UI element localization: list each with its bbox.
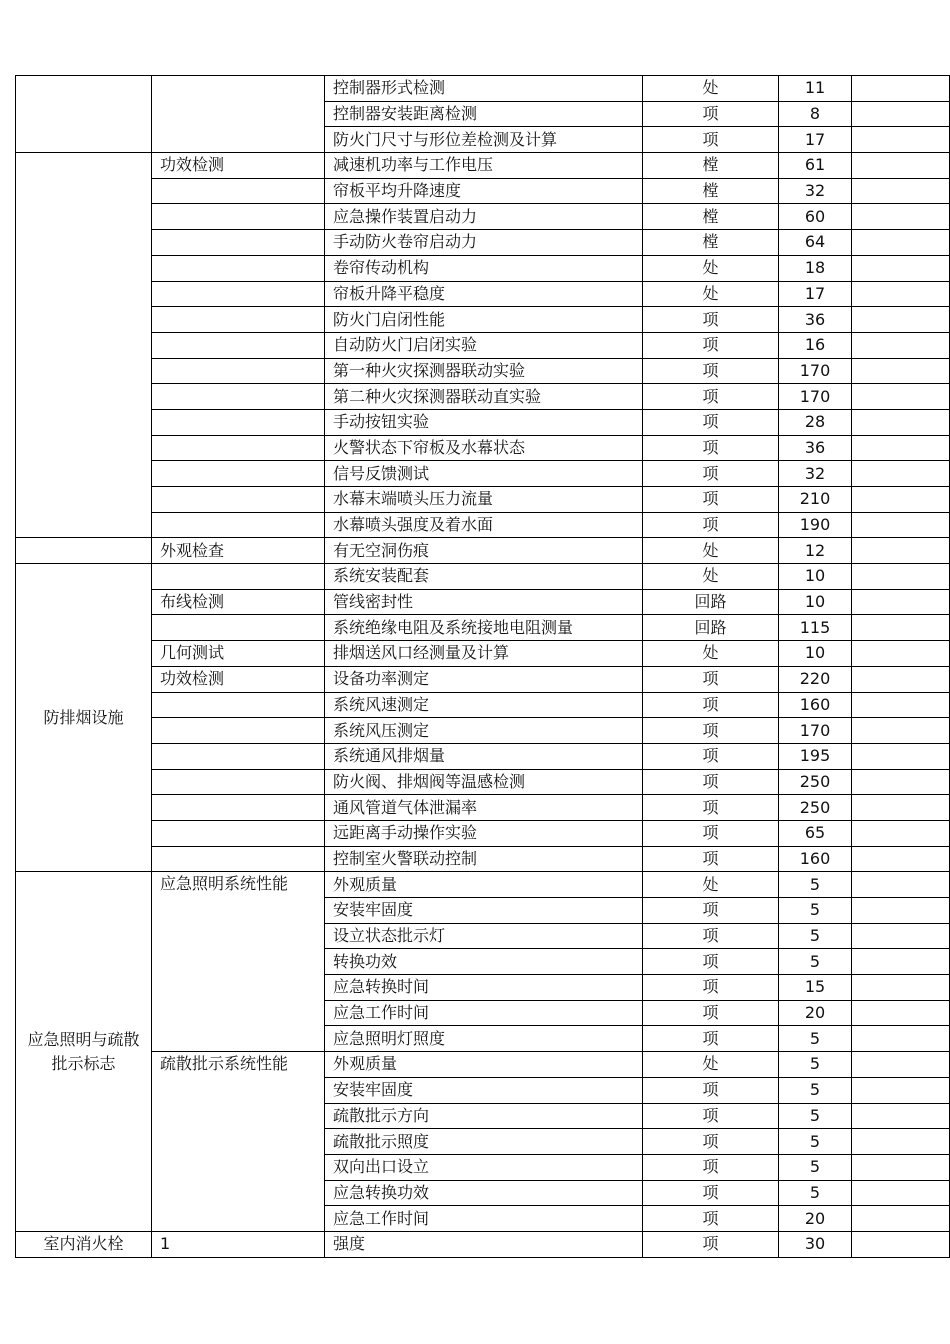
note-cell bbox=[852, 743, 950, 769]
quantity-cell: 190 bbox=[779, 512, 852, 538]
item-cell: 水幕末端喷头压力流量 bbox=[325, 487, 643, 513]
item-cell: 排烟送风口经测量及计算 bbox=[325, 641, 643, 667]
item-cell: 系统风速测定 bbox=[325, 692, 643, 718]
note-cell bbox=[852, 76, 950, 102]
subcategory-cell: 外观检查 bbox=[152, 538, 325, 564]
quantity-cell: 210 bbox=[779, 487, 852, 513]
subcategory-cell bbox=[152, 255, 325, 281]
note-cell bbox=[852, 307, 950, 333]
note-cell bbox=[852, 923, 950, 949]
unit-cell: 项 bbox=[643, 898, 779, 924]
category-cell: 室内消火栓 bbox=[16, 1231, 152, 1257]
table-row bbox=[16, 1052, 950, 1078]
unit-cell: 项 bbox=[643, 1206, 779, 1232]
unit-cell: 项 bbox=[643, 1129, 779, 1155]
unit-cell: 项 bbox=[643, 1077, 779, 1103]
unit-cell: 项 bbox=[643, 820, 779, 846]
subcategory-cell bbox=[152, 743, 325, 769]
quantity-cell: 36 bbox=[779, 435, 852, 461]
note-cell bbox=[852, 178, 950, 204]
note-cell bbox=[852, 1129, 950, 1155]
subcategory-cell bbox=[152, 615, 325, 641]
table-row bbox=[16, 666, 950, 692]
unit-cell: 项 bbox=[643, 1103, 779, 1129]
subcategory-cell bbox=[152, 358, 325, 384]
unit-cell: 项 bbox=[643, 384, 779, 410]
table-row bbox=[16, 76, 950, 102]
subcategory-cell bbox=[152, 384, 325, 410]
subcategory-cell bbox=[152, 487, 325, 513]
quantity-cell: 20 bbox=[779, 1206, 852, 1232]
unit-cell: 项 bbox=[643, 743, 779, 769]
table-row bbox=[16, 307, 950, 333]
inspection-table bbox=[15, 75, 950, 1258]
table-row bbox=[16, 230, 950, 256]
quantity-cell: 5 bbox=[779, 898, 852, 924]
unit-cell: 回路 bbox=[643, 589, 779, 615]
note-cell bbox=[852, 975, 950, 1001]
item-cell: 控制器安装距离检测 bbox=[325, 101, 643, 127]
table-row bbox=[16, 435, 950, 461]
subcategory-cell bbox=[152, 230, 325, 256]
unit-cell: 处 bbox=[643, 255, 779, 281]
subcategory-cell bbox=[152, 820, 325, 846]
category-cell bbox=[16, 76, 152, 153]
unit-cell: 处 bbox=[643, 641, 779, 667]
note-cell bbox=[852, 127, 950, 153]
quantity-cell: 11 bbox=[779, 76, 852, 102]
item-cell: 疏散批示方向 bbox=[325, 1103, 643, 1129]
subcategory-cell: 疏散批示系统性能 bbox=[152, 1052, 325, 1232]
table-row bbox=[16, 204, 950, 230]
subcategory-cell bbox=[152, 846, 325, 872]
unit-cell: 项 bbox=[643, 512, 779, 538]
subcategory-cell bbox=[152, 769, 325, 795]
unit-cell: 处 bbox=[643, 281, 779, 307]
quantity-cell: 170 bbox=[779, 718, 852, 744]
note-cell bbox=[852, 153, 950, 179]
note-cell bbox=[852, 718, 950, 744]
subcategory-cell bbox=[152, 178, 325, 204]
unit-cell: 项 bbox=[643, 692, 779, 718]
note-cell bbox=[852, 538, 950, 564]
quantity-cell: 16 bbox=[779, 332, 852, 358]
quantity-cell: 12 bbox=[779, 538, 852, 564]
item-cell: 管线密封性 bbox=[325, 589, 643, 615]
quantity-cell: 61 bbox=[779, 153, 852, 179]
unit-cell: 项 bbox=[643, 1180, 779, 1206]
note-cell bbox=[852, 487, 950, 513]
category-cell bbox=[16, 153, 152, 538]
item-cell: 外观质量 bbox=[325, 1052, 643, 1078]
item-cell: 应急工作时间 bbox=[325, 1206, 643, 1232]
unit-cell: 项 bbox=[643, 975, 779, 1001]
item-cell: 转换功效 bbox=[325, 949, 643, 975]
item-cell: 第一种火灾探测器联动实验 bbox=[325, 358, 643, 384]
note-cell bbox=[852, 512, 950, 538]
quantity-cell: 17 bbox=[779, 281, 852, 307]
unit-cell: 樘 bbox=[643, 204, 779, 230]
unit-cell: 项 bbox=[643, 949, 779, 975]
note-cell bbox=[852, 898, 950, 924]
table-row bbox=[16, 512, 950, 538]
quantity-cell: 5 bbox=[779, 1077, 852, 1103]
table-row bbox=[16, 589, 950, 615]
item-cell: 通风管道气体泄漏率 bbox=[325, 795, 643, 821]
item-cell: 减速机功率与工作电压 bbox=[325, 153, 643, 179]
table-row bbox=[16, 641, 950, 667]
quantity-cell: 64 bbox=[779, 230, 852, 256]
unit-cell: 处 bbox=[643, 564, 779, 590]
subcategory-cell bbox=[152, 281, 325, 307]
table-row bbox=[16, 255, 950, 281]
unit-cell: 处 bbox=[643, 1052, 779, 1078]
table-row bbox=[16, 1231, 950, 1257]
table-row bbox=[16, 769, 950, 795]
table-row bbox=[16, 461, 950, 487]
unit-cell: 项 bbox=[643, 718, 779, 744]
note-cell bbox=[852, 1077, 950, 1103]
item-cell: 系统安装配套 bbox=[325, 564, 643, 590]
note-cell bbox=[852, 1180, 950, 1206]
quantity-cell: 36 bbox=[779, 307, 852, 333]
quantity-cell: 5 bbox=[779, 949, 852, 975]
item-cell: 信号反馈测试 bbox=[325, 461, 643, 487]
quantity-cell: 18 bbox=[779, 255, 852, 281]
note-cell bbox=[852, 872, 950, 898]
subcategory-cell bbox=[152, 307, 325, 333]
quantity-cell: 60 bbox=[779, 204, 852, 230]
item-cell: 应急操作装置启动力 bbox=[325, 204, 643, 230]
table-row bbox=[16, 872, 950, 898]
note-cell bbox=[852, 1231, 950, 1257]
note-cell bbox=[852, 795, 950, 821]
item-cell: 卷帘传动机构 bbox=[325, 255, 643, 281]
note-cell bbox=[852, 949, 950, 975]
subcategory-cell: 应急照明系统性能 bbox=[152, 872, 325, 1052]
quantity-cell: 115 bbox=[779, 615, 852, 641]
quantity-cell: 250 bbox=[779, 795, 852, 821]
quantity-cell: 10 bbox=[779, 589, 852, 615]
subcategory-cell: 1 bbox=[152, 1231, 325, 1257]
note-cell bbox=[852, 666, 950, 692]
item-cell: 应急转换时间 bbox=[325, 975, 643, 1001]
unit-cell: 项 bbox=[643, 307, 779, 333]
subcategory-cell bbox=[152, 692, 325, 718]
quantity-cell: 160 bbox=[779, 692, 852, 718]
item-cell: 系统风压测定 bbox=[325, 718, 643, 744]
item-cell: 双向出口设立 bbox=[325, 1154, 643, 1180]
subcategory-cell bbox=[152, 564, 325, 590]
table-row bbox=[16, 615, 950, 641]
item-cell: 第二种火灾探测器联动直实验 bbox=[325, 384, 643, 410]
item-cell: 控制室火警联动控制 bbox=[325, 846, 643, 872]
unit-cell: 项 bbox=[643, 1231, 779, 1257]
item-cell: 防火门启闭性能 bbox=[325, 307, 643, 333]
unit-cell: 处 bbox=[643, 872, 779, 898]
subcategory-cell bbox=[152, 409, 325, 435]
item-cell: 设立状态批示灯 bbox=[325, 923, 643, 949]
table-row bbox=[16, 281, 950, 307]
unit-cell: 项 bbox=[643, 358, 779, 384]
quantity-cell: 10 bbox=[779, 641, 852, 667]
quantity-cell: 5 bbox=[779, 1103, 852, 1129]
unit-cell: 项 bbox=[643, 487, 779, 513]
unit-cell: 项 bbox=[643, 1154, 779, 1180]
quantity-cell: 10 bbox=[779, 564, 852, 590]
unit-cell: 樘 bbox=[643, 230, 779, 256]
quantity-cell: 65 bbox=[779, 820, 852, 846]
unit-cell: 项 bbox=[643, 1000, 779, 1026]
quantity-cell: 5 bbox=[779, 1026, 852, 1052]
quantity-cell: 5 bbox=[779, 872, 852, 898]
item-cell: 防火门尺寸与形位差检测及计算 bbox=[325, 127, 643, 153]
unit-cell: 回路 bbox=[643, 615, 779, 641]
note-cell bbox=[852, 1103, 950, 1129]
subcategory-cell bbox=[152, 204, 325, 230]
unit-cell: 项 bbox=[643, 461, 779, 487]
table-row bbox=[16, 718, 950, 744]
subcategory-cell bbox=[152, 332, 325, 358]
table-row bbox=[16, 538, 950, 564]
quantity-cell: 250 bbox=[779, 769, 852, 795]
note-cell bbox=[852, 1206, 950, 1232]
table-row bbox=[16, 409, 950, 435]
note-cell bbox=[852, 641, 950, 667]
item-cell: 应急转换功效 bbox=[325, 1180, 643, 1206]
quantity-cell: 170 bbox=[779, 384, 852, 410]
quantity-cell: 20 bbox=[779, 1000, 852, 1026]
quantity-cell: 30 bbox=[779, 1231, 852, 1257]
quantity-cell: 5 bbox=[779, 1052, 852, 1078]
note-cell bbox=[852, 1154, 950, 1180]
note-cell bbox=[852, 204, 950, 230]
subcategory-cell bbox=[152, 435, 325, 461]
item-cell: 安装牢固度 bbox=[325, 1077, 643, 1103]
subcategory-cell bbox=[152, 76, 325, 153]
table-row bbox=[16, 795, 950, 821]
item-cell: 防火阀、排烟阀等温感检测 bbox=[325, 769, 643, 795]
note-cell bbox=[852, 615, 950, 641]
item-cell: 水幕喷头强度及着水面 bbox=[325, 512, 643, 538]
quantity-cell: 5 bbox=[779, 923, 852, 949]
item-cell: 手动按钮实验 bbox=[325, 409, 643, 435]
table-row bbox=[16, 743, 950, 769]
quantity-cell: 15 bbox=[779, 975, 852, 1001]
item-cell: 系统通风排烟量 bbox=[325, 743, 643, 769]
item-cell: 有无空洞伤痕 bbox=[325, 538, 643, 564]
table-row bbox=[16, 332, 950, 358]
item-cell: 外观质量 bbox=[325, 872, 643, 898]
subcategory-cell: 布线检测 bbox=[152, 589, 325, 615]
category-cell: 防排烟设施 bbox=[16, 564, 152, 872]
unit-cell: 樘 bbox=[643, 178, 779, 204]
item-cell: 帘板平均升降速度 bbox=[325, 178, 643, 204]
item-cell: 远距离手动操作实验 bbox=[325, 820, 643, 846]
quantity-cell: 32 bbox=[779, 461, 852, 487]
note-cell bbox=[852, 692, 950, 718]
quantity-cell: 170 bbox=[779, 358, 852, 384]
category-cell bbox=[16, 538, 152, 564]
note-cell bbox=[852, 332, 950, 358]
item-cell: 应急工作时间 bbox=[325, 1000, 643, 1026]
quantity-cell: 5 bbox=[779, 1129, 852, 1155]
table-row bbox=[16, 358, 950, 384]
category-cell: 应急照明与疏散批示标志 bbox=[16, 872, 152, 1232]
item-cell: 疏散批示照度 bbox=[325, 1129, 643, 1155]
item-cell: 火警状态下帘板及水幕状态 bbox=[325, 435, 643, 461]
subcategory-cell bbox=[152, 795, 325, 821]
subcategory-cell bbox=[152, 461, 325, 487]
quantity-cell: 28 bbox=[779, 409, 852, 435]
table-row bbox=[16, 846, 950, 872]
item-cell: 强度 bbox=[325, 1231, 643, 1257]
unit-cell: 项 bbox=[643, 435, 779, 461]
item-cell: 设备功率测定 bbox=[325, 666, 643, 692]
note-cell bbox=[852, 1052, 950, 1078]
table-row bbox=[16, 178, 950, 204]
note-cell bbox=[852, 769, 950, 795]
note-cell bbox=[852, 564, 950, 590]
subcategory-cell bbox=[152, 718, 325, 744]
quantity-cell: 32 bbox=[779, 178, 852, 204]
item-cell: 安装牢固度 bbox=[325, 898, 643, 924]
unit-cell: 项 bbox=[643, 1026, 779, 1052]
table-row bbox=[16, 153, 950, 179]
subcategory-cell: 几何测试 bbox=[152, 641, 325, 667]
table-row bbox=[16, 487, 950, 513]
note-cell bbox=[852, 281, 950, 307]
subcategory-cell bbox=[152, 512, 325, 538]
note-cell bbox=[852, 820, 950, 846]
unit-cell: 项 bbox=[643, 923, 779, 949]
unit-cell: 处 bbox=[643, 76, 779, 102]
item-cell: 手动防火卷帘启动力 bbox=[325, 230, 643, 256]
note-cell bbox=[852, 846, 950, 872]
note-cell bbox=[852, 101, 950, 127]
quantity-cell: 160 bbox=[779, 846, 852, 872]
unit-cell: 项 bbox=[643, 101, 779, 127]
note-cell bbox=[852, 358, 950, 384]
note-cell bbox=[852, 589, 950, 615]
item-cell: 自动防火门启闭实验 bbox=[325, 332, 643, 358]
item-cell: 系统绝缘电阻及系统接地电阻测量 bbox=[325, 615, 643, 641]
table-row bbox=[16, 692, 950, 718]
unit-cell: 项 bbox=[643, 795, 779, 821]
unit-cell: 项 bbox=[643, 666, 779, 692]
unit-cell: 樘 bbox=[643, 153, 779, 179]
note-cell bbox=[852, 230, 950, 256]
note-cell bbox=[852, 409, 950, 435]
table-row bbox=[16, 384, 950, 410]
quantity-cell: 5 bbox=[779, 1154, 852, 1180]
unit-cell: 项 bbox=[643, 409, 779, 435]
quantity-cell: 5 bbox=[779, 1180, 852, 1206]
table-row bbox=[16, 820, 950, 846]
unit-cell: 项 bbox=[643, 127, 779, 153]
table-row bbox=[16, 564, 950, 590]
note-cell bbox=[852, 384, 950, 410]
unit-cell: 项 bbox=[643, 332, 779, 358]
quantity-cell: 17 bbox=[779, 127, 852, 153]
unit-cell: 项 bbox=[643, 769, 779, 795]
note-cell bbox=[852, 1026, 950, 1052]
unit-cell: 处 bbox=[643, 538, 779, 564]
note-cell bbox=[852, 461, 950, 487]
item-cell: 帘板升降平稳度 bbox=[325, 281, 643, 307]
quantity-cell: 195 bbox=[779, 743, 852, 769]
item-cell: 控制器形式检测 bbox=[325, 76, 643, 102]
subcategory-cell: 功效检测 bbox=[152, 666, 325, 692]
note-cell bbox=[852, 435, 950, 461]
subcategory-cell: 功效检测 bbox=[152, 153, 325, 179]
quantity-cell: 8 bbox=[779, 101, 852, 127]
note-cell bbox=[852, 255, 950, 281]
quantity-cell: 220 bbox=[779, 666, 852, 692]
unit-cell: 项 bbox=[643, 846, 779, 872]
note-cell bbox=[852, 1000, 950, 1026]
item-cell: 应急照明灯照度 bbox=[325, 1026, 643, 1052]
